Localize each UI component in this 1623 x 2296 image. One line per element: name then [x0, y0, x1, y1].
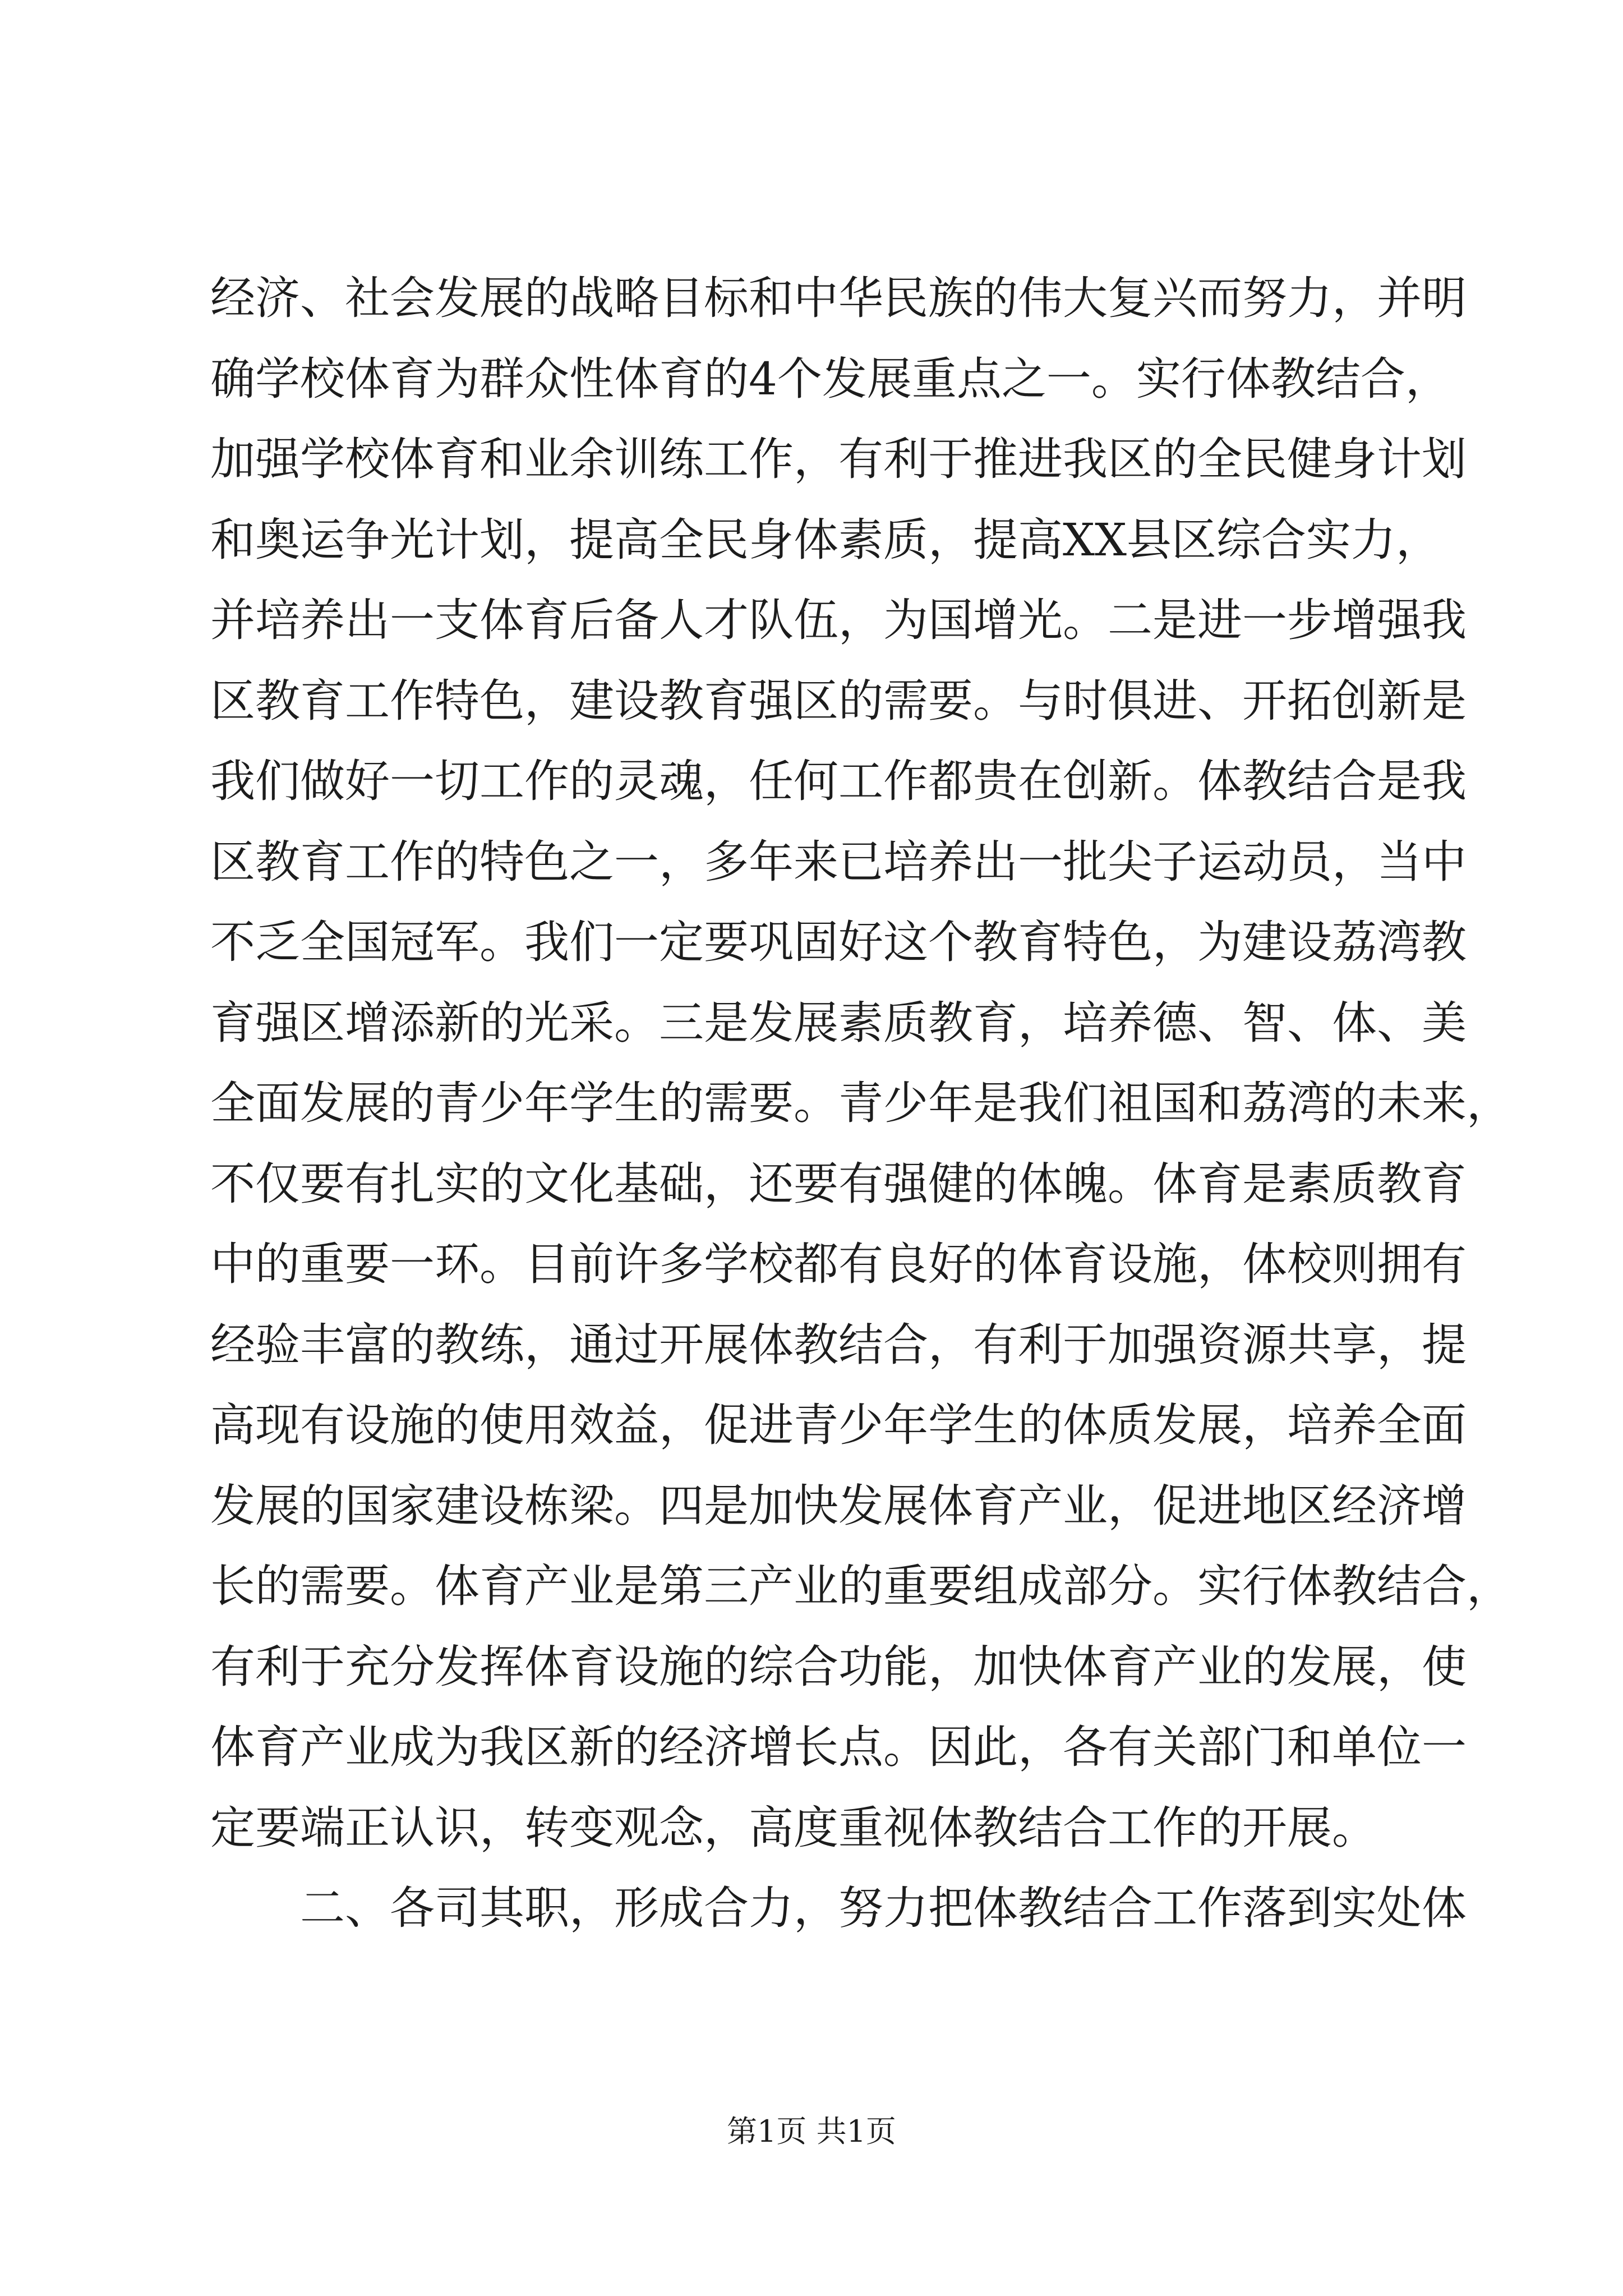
text-line: 高现有设施的使用效益，促进青少年学生的体质发展，培养全面 [210, 1399, 1467, 1451]
text-line: 中的重要一环。目前许多学校都有良好的体育设施，体校则拥有 [210, 1238, 1467, 1290]
text-line: 确学校体育为群众性体育的4个发展重点之一。实行体教结合， [210, 352, 1450, 405]
text-line: 体育产业成为我区新的经济增长点。因此，各有关部门和单位一 [210, 1721, 1467, 1773]
text-line: 有利于充分发挥体育设施的综合功能，加快体育产业的发展，使 [210, 1640, 1467, 1693]
text-line: 长的需要。体育产业是第三产业的重要组成部分。实行体教结合， [210, 1560, 1511, 1612]
page-number-label: 第1页 共1页 [727, 2114, 896, 2149]
section-heading-line: 二、各司其职，形成合力，努力把体教结合工作落到实处体 [300, 1882, 1467, 1934]
text-line: 经验丰富的教练，通过开展体教结合，有利于加强资源共享，提 [210, 1318, 1467, 1371]
text-line: 区教育工作特色，建设教育强区的需要。与时俱进、开拓创新是 [210, 674, 1467, 727]
text-line: 经济、社会发展的战略目标和中华民族的伟大复兴而努力，并明 [210, 272, 1467, 324]
page-footer [0, 2112, 1623, 2151]
text-line: 并培养出一支体育后备人才队伍，为国增光。二是进一步增强我 [210, 594, 1467, 646]
text-line: 定要端正认识，转变观念，高度重视体教结合工作的开展。 [210, 1801, 1377, 1854]
text-line: 育强区增添新的光采。三是发展素质教育，培养德、智、体、美 [210, 996, 1467, 1049]
text-line: 区教育工作的特色之一，多年来已培养出一批尖子运动员，当中 [210, 835, 1467, 888]
text-line: 加强学校体育和业余训练工作，有利于推进我区的全民健身计划 [210, 433, 1467, 485]
text-line: 和奥运争光计划，提高全民身体素质，提高XX县区综合实力， [210, 513, 1441, 566]
text-line: 不仅要有扎实的文化基础，还要有强健的体魄。体育是素质教育 [210, 1157, 1467, 1210]
text-line: 不乏全国冠军。我们一定要巩固好这个教育特色，为建设荔湾教 [210, 916, 1467, 968]
text-line: 全面发展的青少年学生的需要。青少年是我们祖国和荔湾的未来， [210, 1077, 1511, 1129]
body-text [210, 258, 1511, 1949]
text-line: 我们做好一切工作的灵魂，任何工作都贵在创新。体教结合是我 [210, 755, 1467, 807]
text-line: 发展的国家建设栋梁。四是加快发展体育产业，促进地区经济增 [210, 1479, 1467, 1532]
